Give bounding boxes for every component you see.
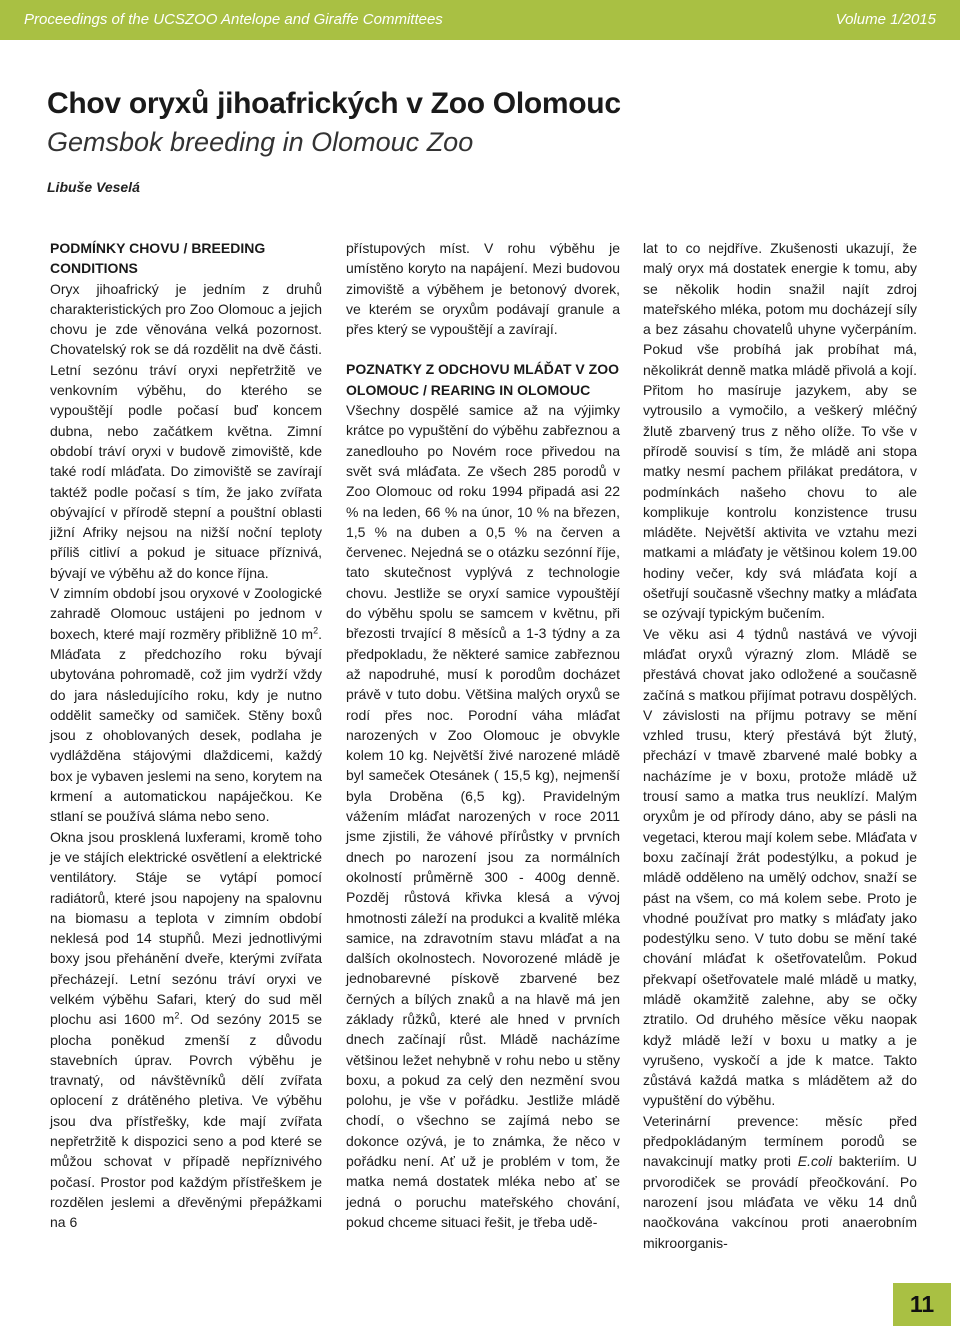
volume-label: Volume 1/2015 (835, 11, 936, 28)
paragraph: Všechny dospělé samice až na výjimky krátce po vypuštění do výběhu zabřeznou a zanedlouho po Novém roce přivedou na svět svá mláďata. Ze všech 285 porodů v Zoo Olomouc od roku 1994 připadá asi 22 % na leden, 66 % na únor, 10 % na březen, 1,5 % na duben a 0,5 % na červen a červenec. Nejedná se o otázku sezónní říje, tato skutečnost vyplývá z technologie chovu. Jestliže se oryxí samice vypouštějí do výběhu spolu se samcem v květnu, při březosti trvající 8 měsíců a 1-3 týdny a za předpokladu, že některé samice zabřeznou až napodruhé, musí k porodům docházet právě v tuto dobu. Většina malých oryxů se rodí přes noc. Porodní váha mláďat narozených v Zoo Olomouc je obvykle kolem 10 kg. Největší živé narozené mládě byl sameček Otesánek ( 15,5 kg), nejmenší byla Droběna (6,5 kg). Pravidelným vážením mláďat narozených v roce 2011 jsme zjistili, že váhové přírůstky v prvních dnech po narození jsou za normálních okolností průměrně 300 - 400g denně. Pozděj růstová křivka klesá a vývoj hmotnosti záleží na produkci a kvalitě mléka samice, na zdravotním stavu mláďat a na dalších okolnostech. Novorozené mládě je jednobarevné pískově zbarvené bez černých a bílých znaků a na hlavě má jen základy růžků, které ale hned v prvních dnech začínají růst. Mládě nacházíme většinou ležet nehybně v rohu nebo u stěny boxu, a pokud za celý den nezmění svou polohu, je vše v pořádku. Jestliže mládě chodí, o všechno se zajímá nebo se dokonce ozývá, je to známka, že něco v pořádku není. Ať už je problém v tom, že matka nemá dostatek mléka nebo ať se jedná o poruchu mateřského chování, pokud chceme situaci řešit, je třeba udě- (346, 402, 620, 1230)
superscript: 2 (313, 624, 319, 635)
superscript: 2 (174, 1010, 180, 1021)
paragraph (643, 1111, 917, 1253)
paragraph: přístupových míst. V rohu výběhu je umístěno koryto na napájení. Mezi budovou zimoviště a výběhem je betonový dvorek, ve kterém se oryxům podávají granule a přes který se vypouštějí a zavírají. (346, 240, 620, 338)
article-subtitle: Gemsbok breeding in Olomouc Zoo (47, 127, 474, 157)
paragraph-text: V zimním období jsou oryxové v Zoologické zahradě Olomouc ustájeni po jednom v boxech, které mají rozměry přibližně 10 m (50, 585, 322, 642)
section-heading: POZNATKY Z ODCHOVU MLÁĎAT V ZOO OLOMOUC / REARING IN OLOMOUC (346, 361, 619, 398)
italic-term: E.coli (797, 1153, 832, 1170)
text-column-3 (643, 238, 917, 1253)
author-name: Libuše Veselá (47, 179, 140, 195)
text-column-2 (346, 238, 620, 1232)
paragraph-text: Veterinární prevence: měsíc před předpokládaným termínem porodů se navakcinují matky proti (643, 1112, 917, 1170)
paragraph: Ve věku asi 4 týdnů nastává ve vývoji mláďat oryxů výrazný zlom. Mládě se přestává chovat jako odložené a současně začíná s matkou přijímat potravu dospělých. V závislosti na příjmu potravy se mění vzhled trusu, který přestává být žlutý, přechází v tmavě zbarvené malé bobky a nacházíme je v boxu, protože mládě už trousí samo a matka trus neuklízí. Malým oryxům je od přírody dáno, aby se pásli na vegetaci, kterou mají kolem sebe. Mláďata v boxu začínají žrát podestýlku, a pokud je mládě odděleno na umělý odchov, snaží se pást na všem, co má kolem sebe. Proto je vhodné používat pro matky s mláďaty jako podestýlku seno. V tuto dobu se mění také chování mláďat k ošetřovatelům. Pokud překvapí ošetřovatele malé mládě u matky, mládě okamžitě zalehne, aby se očky ztratilo. Od druhého měsíce věku naopak když mládě leží v boxu u matky a je vyrušeno, vyskočí a jde k matce. Takto zůstává každá matka s mládětem až do vypuštění do výběhu. (643, 625, 917, 1109)
page-number: 11 (893, 1283, 951, 1326)
paragraph-text: bakteriím. U prvorodiček se provádí přeočkování. Po narození jsou mláďata ve věku 14 dnů naočkována vakcínou proti anaerobním mikroorganis- (643, 1153, 917, 1251)
running-header (0, 0, 960, 40)
text-column-1 (50, 238, 322, 1233)
paragraph: lat to co nejdříve. Zkušenosti ukazují, že malý oryx má dostatek energie k tomu, aby se několik hodin snažil najít zdroj mateřského mléka, potom mu docházejí síly a bez zásahu chovatelů uhyne vyčerpáním. Pokud vše probíhá jak probíhat má, několikrát denně matka mládě přivolá a kojí. Přitom ho masíruje jazykem, aby se vytrousilo a vymočilo, a veškerý mléčný žlutě zbarvený trus z něho olíže. To vše v přírodě souvisí s tím, že mládě ani stopa matky nesmí pachem přilákat predátora, v podmínkách našeho chovu to ale komplikuje kontrolu konzistence trusu mláděte. Největší aktivita ve vztahu mezi matkami a mláďaty je většinou kolem 19.00 hodiny večer, kdy svá mláďata kojí a ošetřují současně všechny matky a mláďata se ozývají typickým bučením. (643, 240, 917, 622)
article-title-block (47, 86, 927, 160)
journal-name: Proceedings of the UCSZOO Antelope and Giraffe Committees (24, 11, 443, 28)
paragraph (50, 583, 322, 827)
paragraph-text: . Od sezóny 2015 se plocha poněkud zmenší z důvodu stavebních úprav. Povrch výběhu je travnatý, od návštěvníků dělí zvířata oplocení z drátěného pletiva. Ve výběhu jsou dva přístřešky, kde mají zvířata nepřetržitě k dispozici seno a pod které se můžou schovat v případě nepříznivého počasí. Prostor pod každým přístřeškem je rozdělen jeslemi a dřevěnými přepážkami na 6 (50, 1011, 322, 1231)
paragraph-text: . Mláďata z předchozího roku bývají ubytována pohromadě, což jim vydrží vždy do jara následujícího roku, kdy je nutno oddělit samečky od samiček. Stěny boxů jsou z ohoblovaných desek, podlaha je vydlážděna stájovými dlaždicemi, každý box je vybaven jeslemi na seno, korytem na krmení a automatickou napáječkou. Ke stlaní se používá sláma nebo seno. (50, 625, 322, 825)
paragraph-text: Okna jsou prosklená luxferami, kromě toho je ve stájích elektrické osvětlení a elektrické ventilátory. Stáje se vytápí pomocí radiátorů, které jsou napojeny na spalovnu na biomasu a teplota v zimním období neklesá pod 14 stupňů. Mezi jednotlivými boxy jsou přehánění dveře, kterými zvířata přecházejí. Letní sezónu tráví oryxi ve velkém výběhu Safari, který do sud měl plochu asi 1600 m (50, 828, 322, 1028)
section-heading: PODMÍNKY CHOVU / BREEDING CONDITIONS (50, 240, 266, 277)
paragraph: Oryx jihoafrický je jedním z druhů charakteristických pro Zoo Olomouc a jejich chovu je zde věnována velká pozornost. Chovatelský rok se dá rozdělit na dvě části. Letní sezónu tráví oryxi nepřetržitě ve venkovním výběhu, do kterého se vypouštějí podle počasí buď koncem dubna, nebo začátkem května. Zimní období tráví oryxi v budově zimoviště, kde také rodí mláďata. Do zimoviště se zavírají taktéž podle počasí s tím, že jako zvířata obývající v přírodě stepní a pouštní oblasti jižní Afriky nejsou na nižší noční teploty příliš citliví a pokud je situace příznivá, bývají ve výběhu až do konce října. (50, 280, 322, 581)
paragraph (50, 827, 322, 1233)
article-title: Chov oryxů jihoafrických v Zoo Olomouc (47, 87, 621, 120)
